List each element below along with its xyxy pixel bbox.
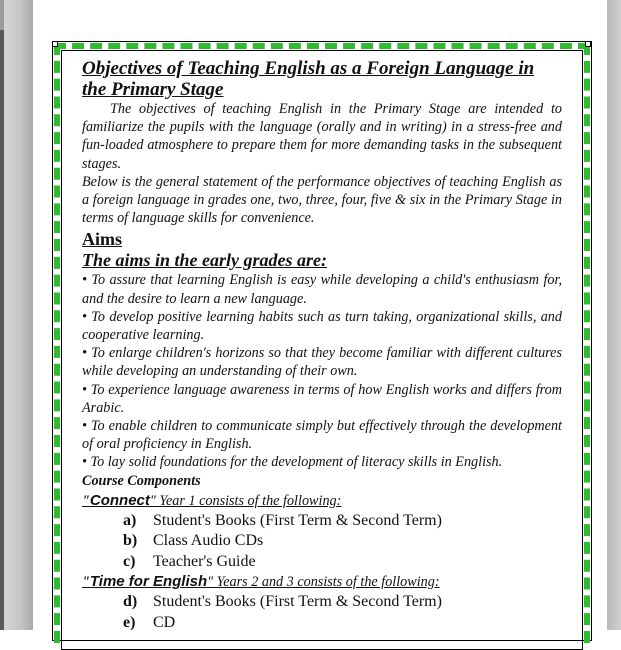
list-letter: d) [123, 593, 138, 611]
connect-name: Connect [89, 491, 150, 509]
list-text: CD [153, 613, 176, 631]
tfe-description: " Years 2 and 3 consists of the following: [207, 574, 440, 591]
viewer-left-gutter [0, 0, 33, 630]
list-letter: e) [123, 613, 136, 631]
list-item [82, 613, 562, 634]
aims-heading: Aims [82, 229, 122, 250]
scrollbar-thumb[interactable] [0, 30, 4, 630]
connect-heading [82, 491, 562, 511]
aim-item: • To assure that learning English is easy while developing a child's enthusiasm for, and the desire to learn a new language. [82, 272, 562, 307]
connect-description: " Year 1 consists of the following: [149, 492, 342, 509]
list-item [82, 531, 562, 552]
early-grades-heading: The aims in the early grades are: [82, 250, 327, 271]
viewer-right-gutter [607, 0, 621, 630]
tfe-open-quote: " [82, 574, 90, 591]
list-letter: c) [123, 552, 136, 570]
list-item [82, 592, 562, 613]
list-item [82, 511, 562, 532]
aim-item: • To enable children to communicate simply but effectively through the development of oral proficiency in English. [82, 418, 562, 453]
aim-item: • To lay solid foundations for the development of literacy skills in English. [82, 454, 503, 471]
time-for-english-heading [82, 572, 562, 592]
connect-open-quote: " [82, 492, 90, 509]
list-text: Class Audio CDs [153, 532, 264, 550]
list-text: Student's Books (First Term & Second Term) [153, 593, 442, 611]
course-components-heading: Course Components [82, 472, 201, 489]
list-text: Student's Books (First Term & Second Term) [153, 511, 442, 529]
vertical-scrollbar[interactable] [0, 0, 4, 630]
tfe-name: Time for English [89, 573, 208, 591]
border-corner-left [52, 41, 58, 47]
border-corner-right [585, 41, 591, 47]
list-text: Teacher's Guide [153, 552, 256, 570]
intro-paragraph-1: The objectives of teaching English in the Primary Stage are intended to familiarize the pupils with the language (orally and in writing) in a stress-free and fun-loaded atmosphere to prepare them for more demanding tasks in the subsequent stages. [82, 101, 562, 172]
list-item [82, 552, 562, 573]
list-letter: a) [123, 511, 137, 529]
document-title: Objectives of Teaching English as a Foreign Language in the Primary Stage [82, 58, 535, 100]
intro-paragraph-2: Below is the general statement of the performance objectives of teaching English as a foreign language in grades one, two, three, four, five & six in the Primary Stage in terms of language skills for convenience. [82, 173, 562, 227]
document-content [82, 58, 562, 633]
aim-item: • To experience language awareness in terms of how English works and differs from Arabic. [82, 381, 562, 416]
aim-item: • To enlarge children's horizons so that they become familiar with different cultures while developing an understanding of their own. [82, 345, 562, 380]
list-letter: b) [123, 532, 138, 550]
aim-item: • To develop positive learning habits such as turn taking, organizational skills, and cooperative learning. [82, 308, 562, 344]
